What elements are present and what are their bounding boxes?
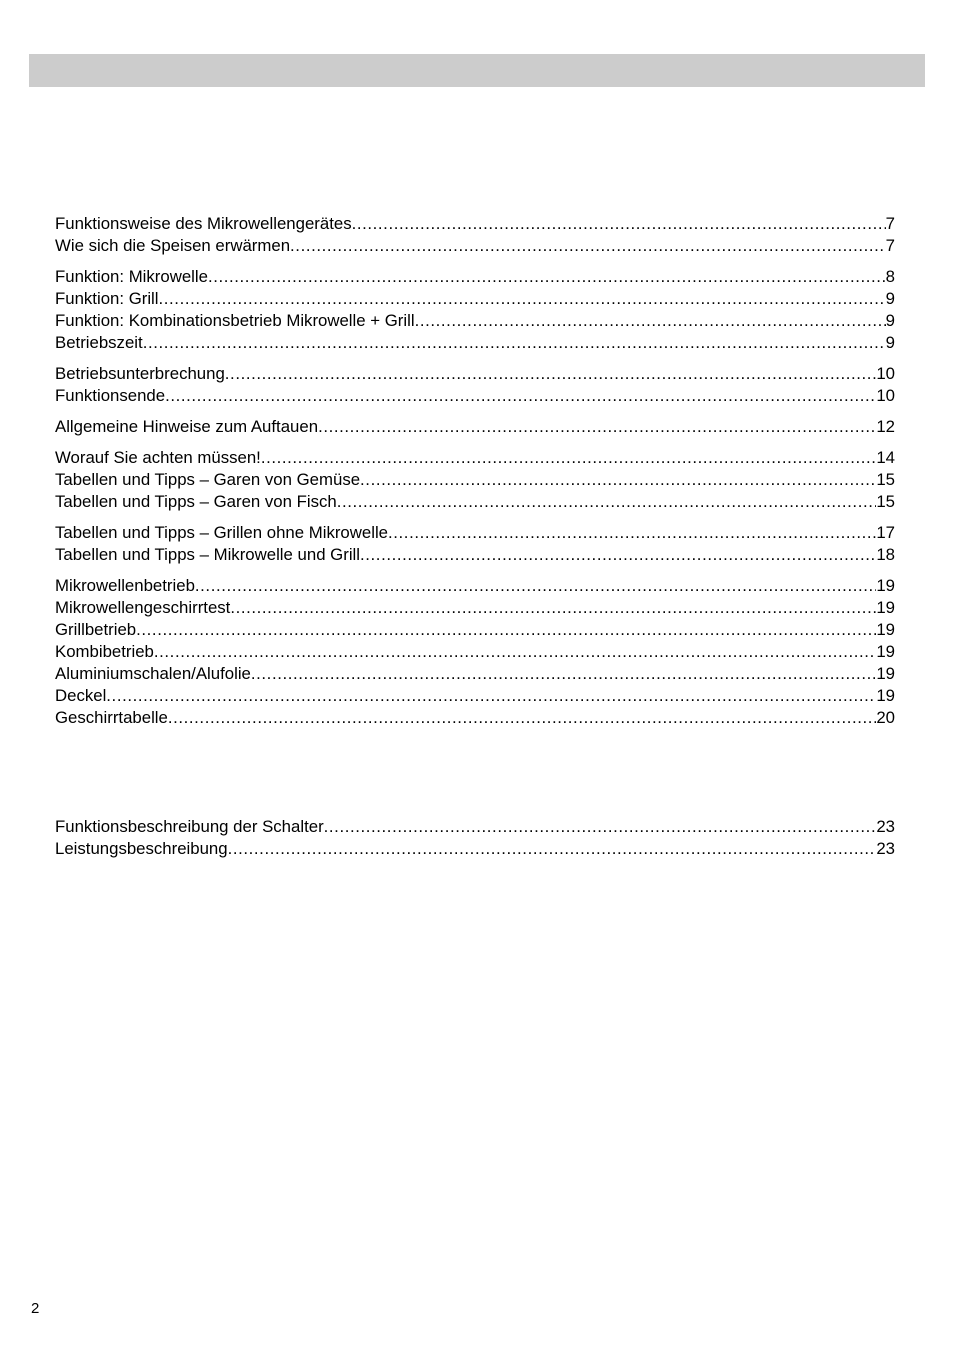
toc-dot-leader: [360, 544, 876, 566]
toc-entry-page: 19: [876, 598, 895, 617]
toc-entry-page: 20: [876, 708, 895, 727]
toc-entry: [55, 575, 895, 597]
toc-entry-page: 18: [876, 545, 895, 564]
toc-entry-title: Tabellen und Tipps – Garen von Fisch: [55, 492, 337, 511]
toc-entry-page: 15: [876, 470, 895, 489]
toc-entry: [55, 838, 895, 860]
toc-entry: [55, 310, 895, 332]
toc-entry-page: 19: [876, 642, 895, 661]
toc-entry: [55, 385, 895, 407]
toc-dot-leader: [154, 641, 876, 663]
toc-entry-title: Kombibetrieb: [55, 642, 154, 661]
toc-entry-title: Betriebszeit: [55, 333, 143, 352]
toc-entry: [55, 213, 895, 235]
toc-entry-title: Funktion: Mikrowelle: [55, 267, 208, 286]
toc-entry-title: Wie sich die Speisen erwärmen: [55, 236, 291, 255]
toc-entry: [55, 266, 895, 288]
toc-entry-title: Funktion: Grill: [55, 289, 159, 308]
toc-entry: [55, 619, 895, 641]
toc-entry-page: 9: [885, 311, 895, 330]
toc-entry: [55, 522, 895, 544]
toc-group: [55, 575, 895, 729]
toc-entry-page: 10: [876, 364, 895, 383]
toc-entry-page: 19: [876, 576, 895, 595]
toc-entry: [55, 416, 895, 438]
toc-dot-leader: [143, 332, 886, 354]
toc-entry-page: 14: [876, 448, 895, 467]
toc-dot-leader: [251, 663, 876, 685]
toc-entry: [55, 641, 895, 663]
toc-dot-leader: [195, 575, 876, 597]
toc-entry-page: 7: [885, 236, 895, 255]
toc-dot-leader: [318, 416, 876, 438]
toc-group: [55, 266, 895, 354]
toc-entry: [55, 491, 895, 513]
toc-entry: [55, 544, 895, 566]
toc-dot-leader: [159, 288, 886, 310]
toc-entry-page: 17: [876, 523, 895, 542]
toc-group: [55, 416, 895, 438]
toc-entry-page: 7: [885, 214, 895, 233]
toc-entry-page: 19: [876, 686, 895, 705]
toc-dot-leader: [136, 619, 876, 641]
toc-dot-leader: [415, 310, 886, 332]
page-number: 2: [31, 1300, 40, 1317]
toc-entry: [55, 332, 895, 354]
toc-entry: [55, 685, 895, 707]
toc-entry-page: 19: [876, 620, 895, 639]
toc-entry-title: Funktionsweise des Mikrowellengerätes: [55, 214, 352, 233]
toc-entry-title: Tabellen und Tipps – Mikrowelle und Grill: [55, 545, 361, 564]
toc-dot-leader: [165, 385, 876, 407]
toc-dot-leader: [360, 469, 876, 491]
toc-entry: [55, 597, 895, 619]
toc-group: [55, 816, 895, 860]
toc-entry-page: 10: [876, 386, 895, 405]
toc-group: [55, 363, 895, 407]
toc-entry-page: 12: [876, 417, 895, 436]
toc-dot-leader: [230, 597, 876, 619]
toc-entry: [55, 447, 895, 469]
toc-dot-leader: [388, 522, 876, 544]
toc-dot-leader: [337, 491, 877, 513]
toc-dot-leader: [352, 213, 886, 235]
toc-entry-title: Geschirrtabelle: [55, 708, 168, 727]
toc-entry-title: Tabellen und Tipps – Garen von Gemüse: [55, 470, 361, 489]
toc-dot-leader: [261, 447, 876, 469]
toc-entry-title: Tabellen und Tipps – Grillen ohne Mikrowelle: [55, 523, 389, 542]
toc-entry-title: Deckel: [55, 686, 107, 705]
toc-group: [55, 213, 895, 257]
toc-dot-leader: [168, 707, 876, 729]
toc-entry: [55, 469, 895, 491]
table-of-contents: [55, 213, 895, 869]
toc-entry-page: 23: [876, 839, 895, 858]
toc-entry-page: 8: [885, 267, 895, 286]
toc-dot-leader: [208, 266, 886, 288]
toc-entry-title: Betriebsunterbrechung: [55, 364, 225, 383]
header-bar: [29, 54, 925, 87]
toc-entry-title: Mikrowellenbetrieb: [55, 576, 195, 595]
toc-entry-page: 23: [876, 817, 895, 836]
toc-entry-page: 9: [885, 289, 895, 308]
toc-entry: [55, 663, 895, 685]
toc-group: [55, 522, 895, 566]
toc-dot-leader: [324, 816, 877, 838]
toc-entry-title: Mikrowellengeschirrtest: [55, 598, 231, 617]
toc-entry: [55, 816, 895, 838]
toc-entry-title: Worauf Sie achten müssen!: [55, 448, 261, 467]
toc-dot-leader: [290, 235, 886, 257]
toc-entry-title: Leistungsbeschreibung: [55, 839, 228, 858]
toc-entry-title: Funktionsende: [55, 386, 166, 405]
toc-entry-title: Funktionsbeschreibung der Schalter: [55, 817, 324, 836]
toc-dot-leader: [225, 363, 877, 385]
toc-entry: [55, 363, 895, 385]
toc-group: [55, 447, 895, 513]
toc-entry-page: 9: [885, 333, 895, 352]
toc-dot-leader: [228, 838, 877, 860]
toc-entry-page: 19: [876, 664, 895, 683]
toc-entry-title: Funktion: Kombinationsbetrieb Mikrowelle + Grill: [55, 311, 415, 330]
toc-entry: [55, 288, 895, 310]
toc-entry-title: Allgemeine Hinweise zum Auftauen: [55, 417, 319, 436]
toc-entry-page: 15: [876, 492, 895, 511]
toc-entry-title: Aluminiumschalen/Alufolie: [55, 664, 251, 683]
toc-entry: [55, 707, 895, 729]
toc-dot-leader: [106, 685, 876, 707]
toc-entry: [55, 235, 895, 257]
toc-entry-title: Grillbetrieb: [55, 620, 137, 639]
